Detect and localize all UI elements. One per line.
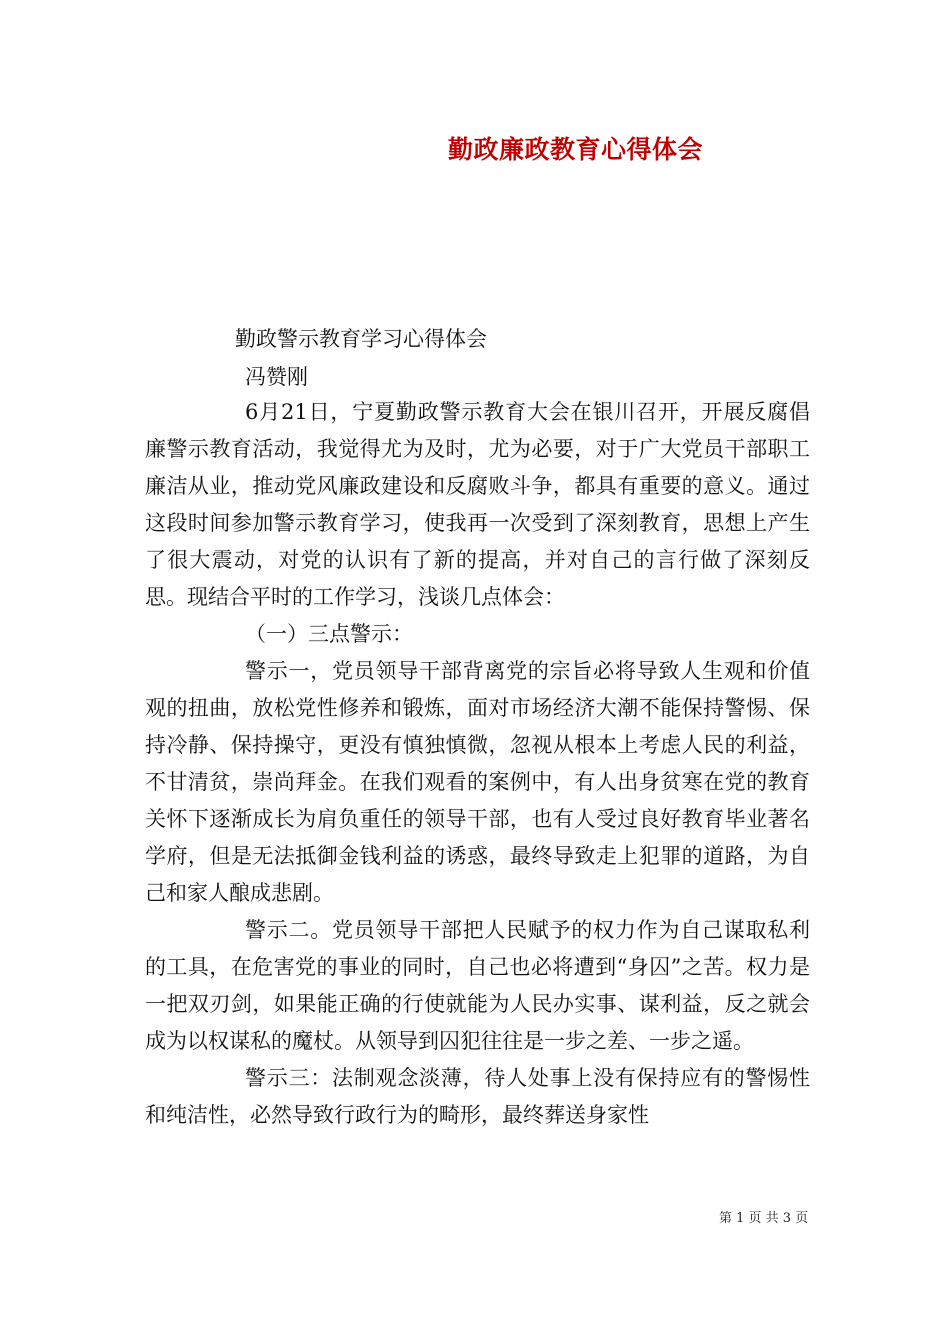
paragraph-warning-3: 警示三：法制观念淡薄，待人处事上没有保持应有的警惕性和纯洁性，必然导致行政行为的畸形，最终葬送身家性	[145, 1066, 810, 1127]
document-title: 勤政廉政教育心得体会	[448, 135, 704, 164]
section-heading: （一）三点警示：	[245, 622, 413, 646]
document-subtitle: 勤政警示教育学习心得体会	[235, 327, 487, 351]
paragraph-warning-2: 警示二。党员领导干部把人民赋予的权力作为自己谋取私利的工具，在危害党的事业的同时，自己也必将遭到“身囚”之苦。权力是一把双刃剑，如果能正确的行使就能为人民办实事、谋利益，反之就会成为以权谋私的魔杖。从领导到囚犯往往是一步之差、一步之遥。	[145, 918, 810, 1053]
paragraph-warning-1: 警示一，党员领导干部背离党的宗旨必将导致人生观和价值观的扭曲，放松党性修养和锻炼，面对市场经济大潮不能保持警惕、保持冷静、保持操守，更没有慎独慎微，忽视从根本上考虑人民的利益，不甘清贫，崇尚拜金。在我们观看的案例中，有人出身贫寒在党的教育关怀下逐渐成长为肩负重任的领导干部，也有人受过良好教育毕业著名学府，但是无法抵御金钱利益的诱惑，最终导致走上犯罪的道路，为自己和家人酿成悲剧。	[145, 659, 810, 905]
page-number: 第 1 页 共 3 页	[719, 1211, 809, 1226]
paragraph-intro: 6月21日，宁夏勤政警示教育大会在银川召开，开展反腐倡廉警示教育活动，我觉得尤为及时，尤为必要，对于广大党员干部职工廉洁从业，推动党风廉政建设和反腐败斗争，都具有重要的意义。通过这段时间参加警示教育学习，使我再一次受到了深刻教育，思想上产生了很大震动，对党的认识有了新的提高，并对自己的言行做了深刻反思。现结合平时的工作学习，浅谈几点体会：	[145, 400, 810, 609]
body-text	[145, 394, 810, 1134]
author-name: 冯赞刚	[245, 365, 308, 389]
